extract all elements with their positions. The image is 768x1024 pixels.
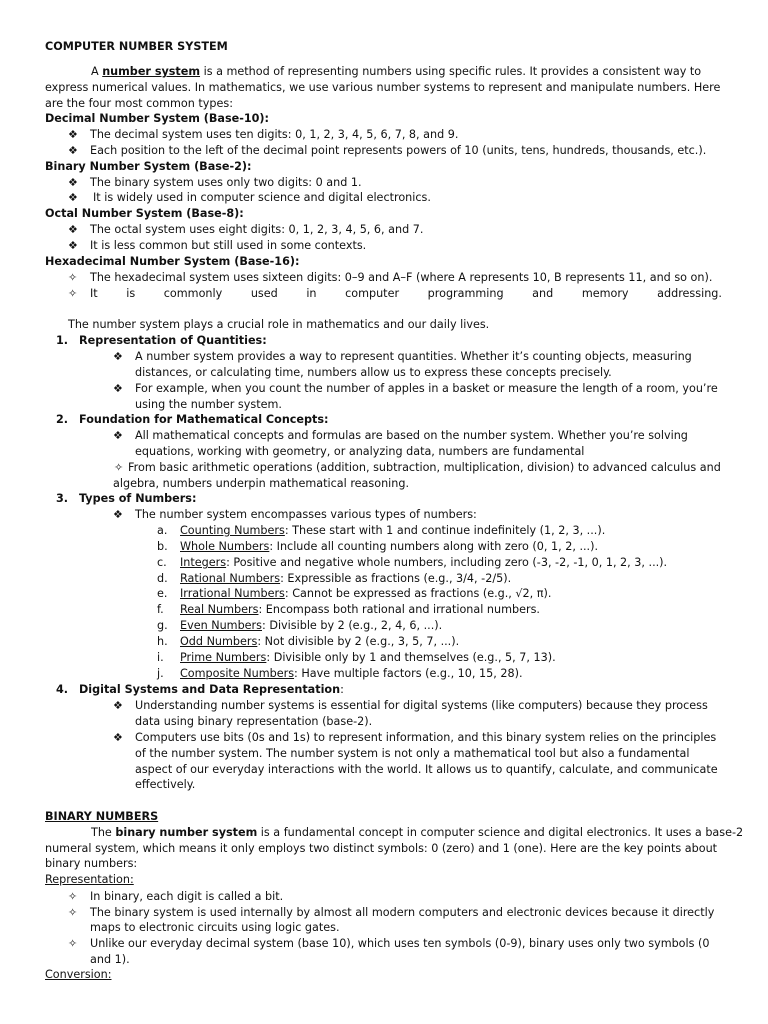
diamond-bullet-icon: ❖ xyxy=(113,731,123,744)
intro-line-3: are the four most common types: xyxy=(45,97,233,110)
type-item: Whole Numbers: Include all counting numbers along with zero (0, 1, 2, ...). xyxy=(180,540,599,553)
type-item: Odd Numbers: Not divisible by 2 (e.g., 3, 5, 7, ...). xyxy=(180,635,460,648)
s2-bullet-1-line-2: equations, working with geometry, or analyzing data, numbers are fundamental xyxy=(135,445,585,458)
type-item: Real Numbers: Encompass both rational and irrational numbers. xyxy=(180,603,540,616)
decimal-heading: Decimal Number System (Base-10): xyxy=(45,112,270,125)
star-bullet-icon: ✧ xyxy=(68,287,78,300)
type-term: Counting Numbers xyxy=(180,524,285,537)
binary-numbers-heading: BINARY NUMBERS xyxy=(45,810,159,823)
representation-bullet-1: In binary, each digit is called a bit. xyxy=(90,890,284,903)
decimal-bullet-2: Each position to the left of the decimal point represents powers of 10 (units, tens, hundreds, thousands, etc.). xyxy=(90,144,707,157)
diamond-bullet-icon: ❖ xyxy=(113,382,123,395)
section-1-number: 1. xyxy=(56,334,69,347)
type-item-letter: j. xyxy=(157,667,164,680)
diamond-bullet-icon: ❖ xyxy=(68,191,78,204)
type-item-letter: f. xyxy=(157,603,164,616)
diamond-bullet-icon: ❖ xyxy=(68,176,78,189)
star-bullet-icon: ✧ xyxy=(68,271,78,284)
type-item: Rational Numbers: Expressible as fractions (e.g., 3/4, -2/5). xyxy=(180,572,512,585)
type-term: Real Numbers xyxy=(180,603,259,616)
type-term: Rational Numbers xyxy=(180,572,281,585)
type-item-letter: g. xyxy=(157,619,168,632)
s4-bullet-1-line-1: Understanding number systems is essential for digital systems (like computers) because they process xyxy=(135,699,708,712)
s2-paragraph-line-1: From basic arithmetic operations (addition, subtraction, multiplication, division) to advanced calculus and xyxy=(128,461,721,474)
type-item: Integers: Positive and negative whole numbers, including zero (-3, -2, -1, 0, 1, 2, 3, ...). xyxy=(180,556,668,569)
section-3-number: 3. xyxy=(56,492,69,505)
binary-numbers-line-2: numeral system, which means it only employs two distinct symbols: 0 (zero) and 1 (one). Here are the key points about xyxy=(45,842,718,855)
diamond-bullet-icon: ❖ xyxy=(113,429,123,442)
s1-bullet-1-line-1: A number system provides a way to represent quantities. Whether it’s counting objects, measuring xyxy=(135,350,692,363)
type-item-letter: d. xyxy=(157,572,168,585)
conversion-heading: Conversion: xyxy=(45,968,112,981)
type-item-letter: a. xyxy=(157,524,168,537)
s1-bullet-1-line-2: distances, or calculating time, numbers allow us to express these concepts precisely. xyxy=(135,366,612,379)
star-bullet-icon: ✧ xyxy=(68,906,78,919)
s4-bullet-2-line-4: effectively. xyxy=(135,778,196,791)
representation-bullet-2-line-2: maps to electronic circuits using logic gates. xyxy=(90,921,340,934)
type-item: Prime Numbers: Divisible only by 1 and themselves (e.g., 5, 7, 13). xyxy=(180,651,556,664)
hex-bullet-1: The hexadecimal system uses sixteen digits: 0–9 and A–F (where A represents 10, B represents 11, and so on). xyxy=(90,271,713,284)
type-item: Composite Numbers: Have multiple factors (e.g., 10, 15, 28). xyxy=(180,667,523,680)
s3-bullet-1: The number system encompasses various types of numbers: xyxy=(135,508,477,521)
s4-bullet-2-line-2: of the number system. The number system is not only a mathematical tool but also a fundamental xyxy=(135,747,690,760)
s4-bullet-1-line-2: data using binary representation (base-2). xyxy=(135,715,373,728)
representation-bullet-3-line-2: and 1). xyxy=(90,953,130,966)
binary-bullet-2: It is widely used in computer science and digital electronics. xyxy=(93,191,431,204)
type-item: Counting Numbers: These start with 1 and continue indefinitely (1, 2, 3, ...). xyxy=(180,524,606,537)
star-bullet-icon: ✧ xyxy=(114,461,124,474)
diamond-bullet-icon: ❖ xyxy=(68,144,78,157)
binary-bullet-1: The binary system uses only two digits: 0 and 1. xyxy=(90,176,362,189)
number-system-link[interactable]: number system xyxy=(102,65,201,78)
s4-bullet-2-line-1: Computers use bits (0s and 1s) to represent information, and this binary system relies on the principles xyxy=(135,731,717,744)
s2-paragraph-line-2: algebra, numbers underpin mathematical reasoning. xyxy=(113,477,410,490)
octal-bullet-1: The octal system uses eight digits: 0, 1, 2, 3, 4, 5, 6, and 7. xyxy=(90,223,424,236)
type-term: Prime Numbers xyxy=(180,651,267,664)
section-3-heading: Types of Numbers: xyxy=(79,492,197,505)
binary-heading: Binary Number System (Base-2): xyxy=(45,160,252,173)
diamond-bullet-icon: ❖ xyxy=(68,223,78,236)
representation-heading: Representation: xyxy=(45,873,134,886)
star-bullet-icon: ✧ xyxy=(68,890,78,903)
section-1-heading: Representation of Quantities: xyxy=(79,334,267,347)
type-item: Even Numbers: Divisible by 2 (e.g., 2, 4, 6, ...). xyxy=(180,619,443,632)
type-item-letter: c. xyxy=(157,556,167,569)
diamond-bullet-icon: ❖ xyxy=(113,699,123,712)
type-term: Odd Numbers xyxy=(180,635,258,648)
hex-bullet-2: It is commonly used in computer programming and memory addressing. xyxy=(90,287,722,300)
star-bullet-icon: ✧ xyxy=(68,937,78,950)
binary-numbers-line-1: The binary number system is a fundamental concept in computer science and digital electronics. It uses a base-2 xyxy=(91,826,744,839)
s2-bullet-1-line-1: All mathematical concepts and formulas are based on the number system. Whether you’re solving xyxy=(135,429,688,442)
s1-bullet-2-line-1: For example, when you count the number of apples in a basket or measure the length of a room, you’re xyxy=(135,382,718,395)
type-item: Irrational Numbers: Cannot be expressed as fractions (e.g., √2, π). xyxy=(180,587,552,600)
hex-heading: Hexadecimal Number System (Base-16): xyxy=(45,255,300,268)
decimal-bullet-1: The decimal system uses ten digits: 0, 1, 2, 3, 4, 5, 6, 7, 8, and 9. xyxy=(90,128,459,141)
section-4-number: 4. xyxy=(56,683,69,696)
type-term: Whole Numbers xyxy=(180,540,270,553)
diamond-bullet-icon: ❖ xyxy=(113,508,123,521)
representation-bullet-3-line-1: Unlike our everyday decimal system (base 10), which uses ten symbols (0-9), binary uses only two symbols (0 xyxy=(90,937,710,950)
section-2-heading: Foundation for Mathematical Concepts: xyxy=(79,413,329,426)
type-term: Even Numbers xyxy=(180,619,262,632)
intro-line-2: express numerical values. In mathematics, we use various number systems to represent and manipulate numbers. Here xyxy=(45,81,721,94)
intro-line-1: A number system is a method of representing numbers using specific rules. It provides a consistent way to xyxy=(91,65,702,78)
type-term: Composite Numbers xyxy=(180,667,295,680)
octal-heading: Octal Number System (Base-8): xyxy=(45,207,244,220)
s4-bullet-2-line-3: aspect of our everyday interactions with the world. It allows us to quantify, calculate, and communicate xyxy=(135,763,718,776)
type-item-letter: e. xyxy=(157,587,168,600)
octal-bullet-2: It is less common but still used in some contexts. xyxy=(90,239,367,252)
type-item-letter: h. xyxy=(157,635,168,648)
binary-numbers-line-3: binary numbers: xyxy=(45,857,138,870)
s1-bullet-2-line-2: using the number system. xyxy=(135,398,282,411)
type-term: Integers xyxy=(180,556,227,569)
section-4-heading: Digital Systems and Data Representation: xyxy=(79,683,344,696)
document-title: COMPUTER NUMBER SYSTEM xyxy=(45,40,228,53)
type-item-letter: i. xyxy=(157,651,164,664)
type-item-letter: b. xyxy=(157,540,168,553)
representation-bullet-2-line-1: The binary system is used internally by almost all modern computers and electronic devices because it directly xyxy=(90,906,715,919)
diamond-bullet-icon: ❖ xyxy=(68,239,78,252)
type-term: Irrational Numbers xyxy=(180,587,285,600)
diamond-bullet-icon: ❖ xyxy=(113,350,123,363)
diamond-bullet-icon: ❖ xyxy=(68,128,78,141)
role-paragraph: The number system plays a crucial role in mathematics and our daily lives. xyxy=(68,318,490,331)
section-2-number: 2. xyxy=(56,413,69,426)
